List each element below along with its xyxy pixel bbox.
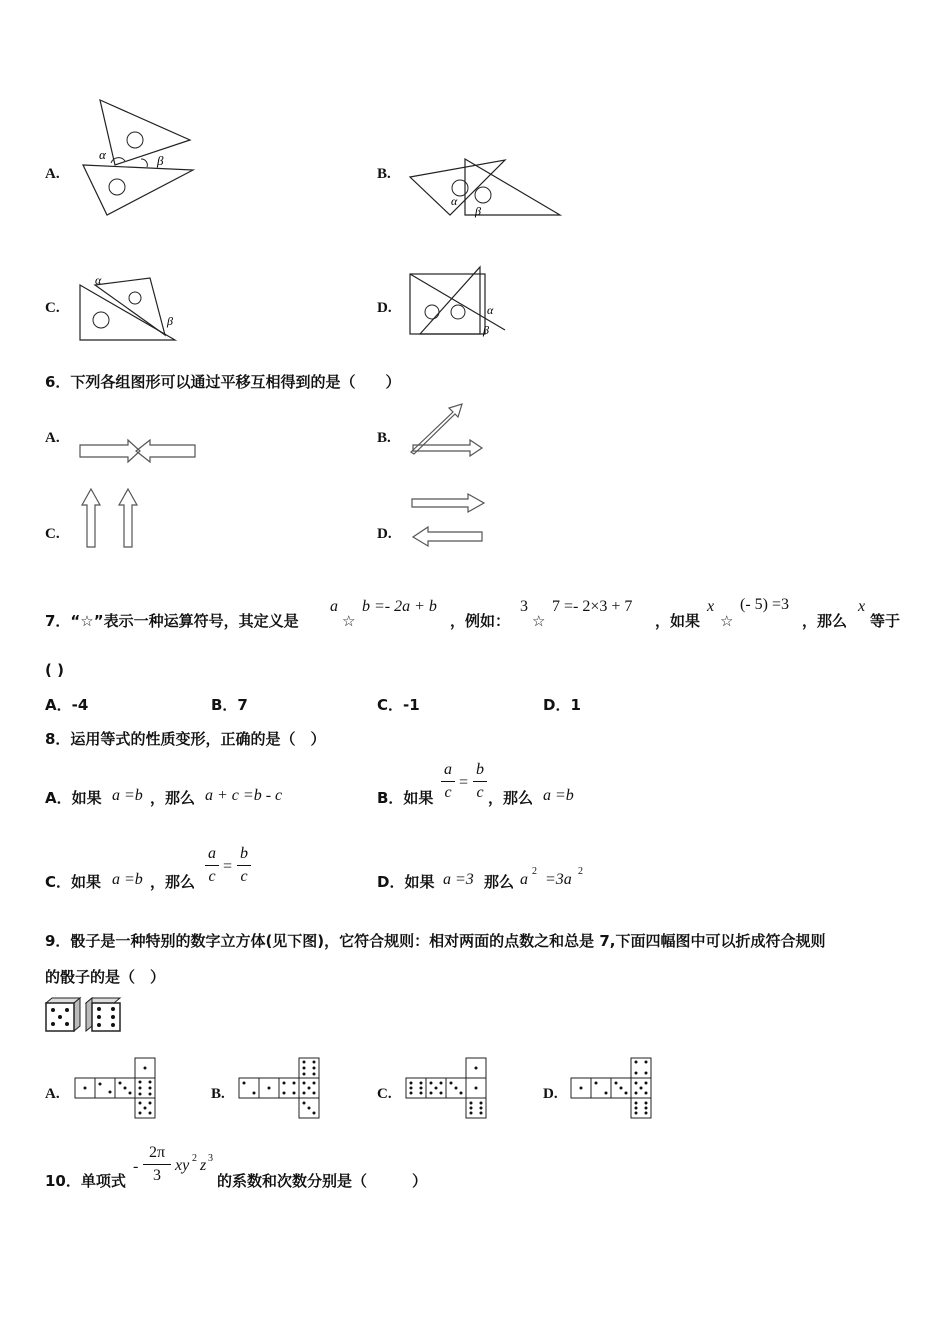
q7-option-b[interactable]: B．7 (211, 696, 248, 714)
q5-d-alpha: α (487, 303, 494, 317)
q9-stem-line1: 9．骰子是一种特别的数字立方体(见下图)，它符合规则：相对两面的点数之和总是 7,下面四幅图中可以折成符合规则 (45, 932, 826, 950)
q6-option-d-label[interactable]: D. (377, 526, 392, 542)
q6-option-a-figure (78, 436, 198, 466)
q8-option-c-then: ，那么 (150, 873, 196, 891)
q9-option-c-label[interactable]: C. (377, 1086, 392, 1102)
q10-var-xy: xy (175, 1157, 190, 1174)
q5-c-alpha: α (95, 273, 102, 287)
q8-b-frac-right: b c (473, 761, 487, 802)
q7-then-x: x (858, 598, 866, 615)
q9-option-b-net (238, 1056, 328, 1122)
q9-option-b-label[interactable]: B. (211, 1086, 225, 1102)
q10-minus: - (133, 1158, 139, 1175)
q6-option-c-figure (78, 487, 148, 549)
q7-stem-part1: 7．“☆”表示一种运算符号，其定义是 (45, 612, 299, 630)
q8-option-d-sup-1: 2 (532, 866, 537, 877)
q7-stem-part5: 等于 (870, 612, 901, 630)
q9-option-c-net (405, 1056, 495, 1122)
q7-stem-part3: ，如果 (655, 612, 701, 630)
q8-b-frac-left: a c (441, 761, 455, 802)
q7-ex-3: 3 (520, 598, 528, 615)
q6-option-d-figure (410, 490, 490, 552)
q6-option-c-label[interactable]: C. (45, 526, 60, 542)
q5-option-d-figure (405, 262, 515, 342)
q8-stem: 8．运用等式的性质变形，正确的是（ ） (45, 730, 326, 748)
q8-option-d-label[interactable]: D．如果 (377, 873, 435, 891)
q10-exp3: 3 (208, 1153, 213, 1164)
q8-option-b-then: ，那么 (488, 789, 534, 807)
q5-b-alpha: α (451, 194, 458, 208)
q10-stem-start: 10．单项式 (45, 1172, 126, 1190)
q5-b-beta: β (475, 204, 481, 218)
q9-dice-illustration (44, 996, 126, 1034)
q10-var-z: z (200, 1157, 207, 1174)
q6-option-b-label[interactable]: B. (377, 430, 391, 446)
q5-option-b-figure (405, 155, 565, 225)
q5-a-beta: β (157, 153, 164, 168)
q7-option-d[interactable]: D．1 (543, 696, 581, 714)
q8-option-b-label[interactable]: B．如果 (377, 789, 434, 807)
q9-option-a-net (74, 1056, 164, 1122)
q6-option-a-label[interactable]: A. (45, 430, 60, 446)
q5-c-beta: β (167, 314, 173, 328)
q7-paren: ( ) (45, 661, 64, 679)
die-1 (46, 998, 80, 1031)
q5-option-d-label[interactable]: D. (377, 300, 392, 316)
q5-option-a-label[interactable]: A. (45, 166, 60, 182)
q10-stem-end: 的系数和次数分别是（ ） (217, 1172, 428, 1190)
q5-d-beta: β (483, 323, 489, 337)
q8-option-a-then: ，那么 (150, 789, 196, 807)
q7-def-a: a (330, 598, 338, 615)
q5-option-c-figure (75, 270, 185, 345)
q9-option-d-net (570, 1056, 660, 1122)
q9-option-d-label[interactable]: D. (543, 1086, 558, 1102)
q7-stem-part2: ，例如： (450, 612, 511, 630)
q8-option-b-result: a =b (543, 787, 574, 804)
q9-stem-line2: 的骰子的是（ ） (45, 968, 166, 986)
q7-if-rhs: (- 5) =3 (740, 596, 790, 613)
q8-option-d-res-a: a (520, 871, 528, 888)
q9-option-a-label[interactable]: A. (45, 1086, 60, 1102)
q8-option-c-label[interactable]: C．如果 (45, 873, 102, 891)
q7-ex-star: ☆ (532, 612, 546, 630)
q7-if-star: ☆ (720, 612, 734, 630)
q5-option-a-figure (75, 95, 205, 225)
q7-stem-part4: ，那么 (802, 612, 848, 630)
die-2 (86, 998, 120, 1031)
q8-option-a-label[interactable]: A．如果 (45, 789, 102, 807)
q7-def-rhs: b =- 2a + b (362, 598, 437, 615)
q7-if-x: x (707, 598, 715, 615)
q6-stem: 6．下列各组图形可以通过平移互相得到的是（ ） (45, 373, 401, 391)
q8-option-a-cond: a =b (112, 787, 143, 804)
q8-c-eq: = (223, 858, 233, 875)
q8-c-frac-left: a c (205, 845, 219, 886)
q7-option-a[interactable]: A．-4 (45, 696, 89, 714)
q10-coef-fraction: 2π 3 (143, 1144, 171, 1185)
q8-option-d-sup-2: 2 (578, 866, 583, 877)
q7-option-c[interactable]: C．-1 (377, 696, 420, 714)
q8-option-d-res-eq: =3a (545, 871, 572, 888)
q5-option-c-label[interactable]: C. (45, 300, 60, 316)
q5-a-alpha: α (99, 147, 106, 162)
q7-def-star: ☆ (342, 612, 356, 630)
q6-option-b-figure (405, 402, 490, 462)
q8-b-eq: = (459, 774, 469, 791)
q8-option-a-result: a + c =b - c (205, 787, 283, 804)
q8-c-frac-right: b c (237, 845, 251, 886)
q10-exp2: 2 (192, 1153, 197, 1164)
q5-option-b-label[interactable]: B. (377, 166, 391, 182)
q8-option-d-then: 那么 (484, 873, 515, 891)
q8-option-c-cond: a =b (112, 871, 143, 888)
q7-ex-rhs: 7 =- 2×3 + 7 (552, 598, 633, 615)
q8-option-d-cond: a =3 (443, 871, 474, 888)
